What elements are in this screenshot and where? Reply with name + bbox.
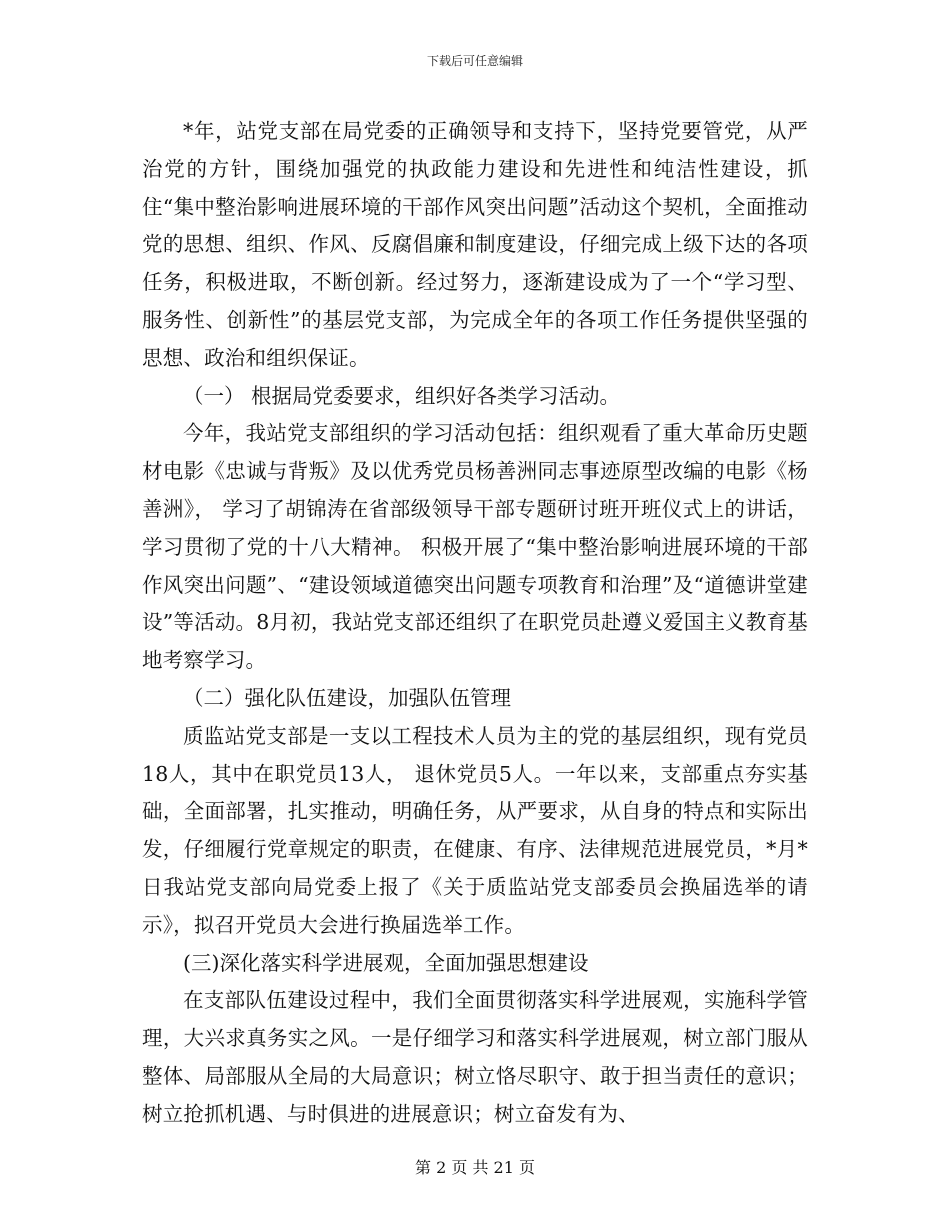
section-heading-2: （二）强化队伍建设，加强队伍管理 [183, 685, 511, 710]
paragraph-intro: *年，站党支部在局党委的正确领导和支持下，坚持党要管党，从严治党的方针，围绕加强党的执政能力建设和先进性和纯洁性建设，抓住“集中整治影响进展环境的干部作风突出问题”活动这个契机，全面推动党的思想、组织、作风、反腐倡廉和制度建设，仔细完成上级下达的各项任务，积极进取，不断创新。经过努力，逐渐建设成为了一个“学习型、服务性、创新性”的基层党支部，为完成全年的各项工作任务提供坚强的思想、政治和组织保证。 [142, 119, 808, 370]
section-heading-1: （一） 根据局党委要求，组织好各类学习活动。 [183, 383, 621, 408]
section-heading-3: (三)深化落实科学进展观，全面加强思想建设 [183, 950, 589, 975]
document-body [142, 113, 808, 1134]
page-header: 下载后可任意编辑 [426, 54, 523, 68]
page-number: 第 2 页 共 21 页 [415, 1158, 535, 1177]
paragraph-study-activities: 今年，我站党支部组织的学习活动包括：组织观看了重大革命历史题材电影《忠诚与背叛》及以优秀党员杨善洲同志事迹原型改编的电影《杨善洲》， 学习了胡锦涛在省部级领导干部专题研讨班开班仪式上的讲话，学习贯彻了党的十八大精神。 积极开展了“集中整治影响进展环境的干部作风突出问题”、“建设领域道德突出问题专项教育和治理”及“道德讲堂建设”等活动。8月初，我站党支部还组织了在职党员赴遵义爱国主义教育基地考察学习。 [142, 421, 808, 673]
paragraph-team-building: 质监站党支部是一支以工程技术人员为主的党的基层组织，现有党员18人，其中在职党员13人， 退休党员5人。一年以来，支部重点夯实基础，全面部署，扎实推动，明确任务，从严要求，从自身的特点和实际出发，仔细履行党章规定的职责，在健康、有序、法律规范进展党员，*月*日我站党支部向局党委上报了《关于质监站党支部委员会换届选举的请示》，拟召开党员大会进行换届选举工作。 [142, 723, 808, 937]
paragraph-scientific-development: 在支部队伍建设过程中，我们全面贯彻落实科学进展观，实施科学管理，大兴求真务实之风。一是仔细学习和落实科学进展观，树立部门服从整体、局部服从全局的大局意识；树立恪尽职守、敢于担当责任的意识；树立抢抓机遇、与时俱进的进展意识；树立奋发有为、 [142, 988, 808, 1126]
